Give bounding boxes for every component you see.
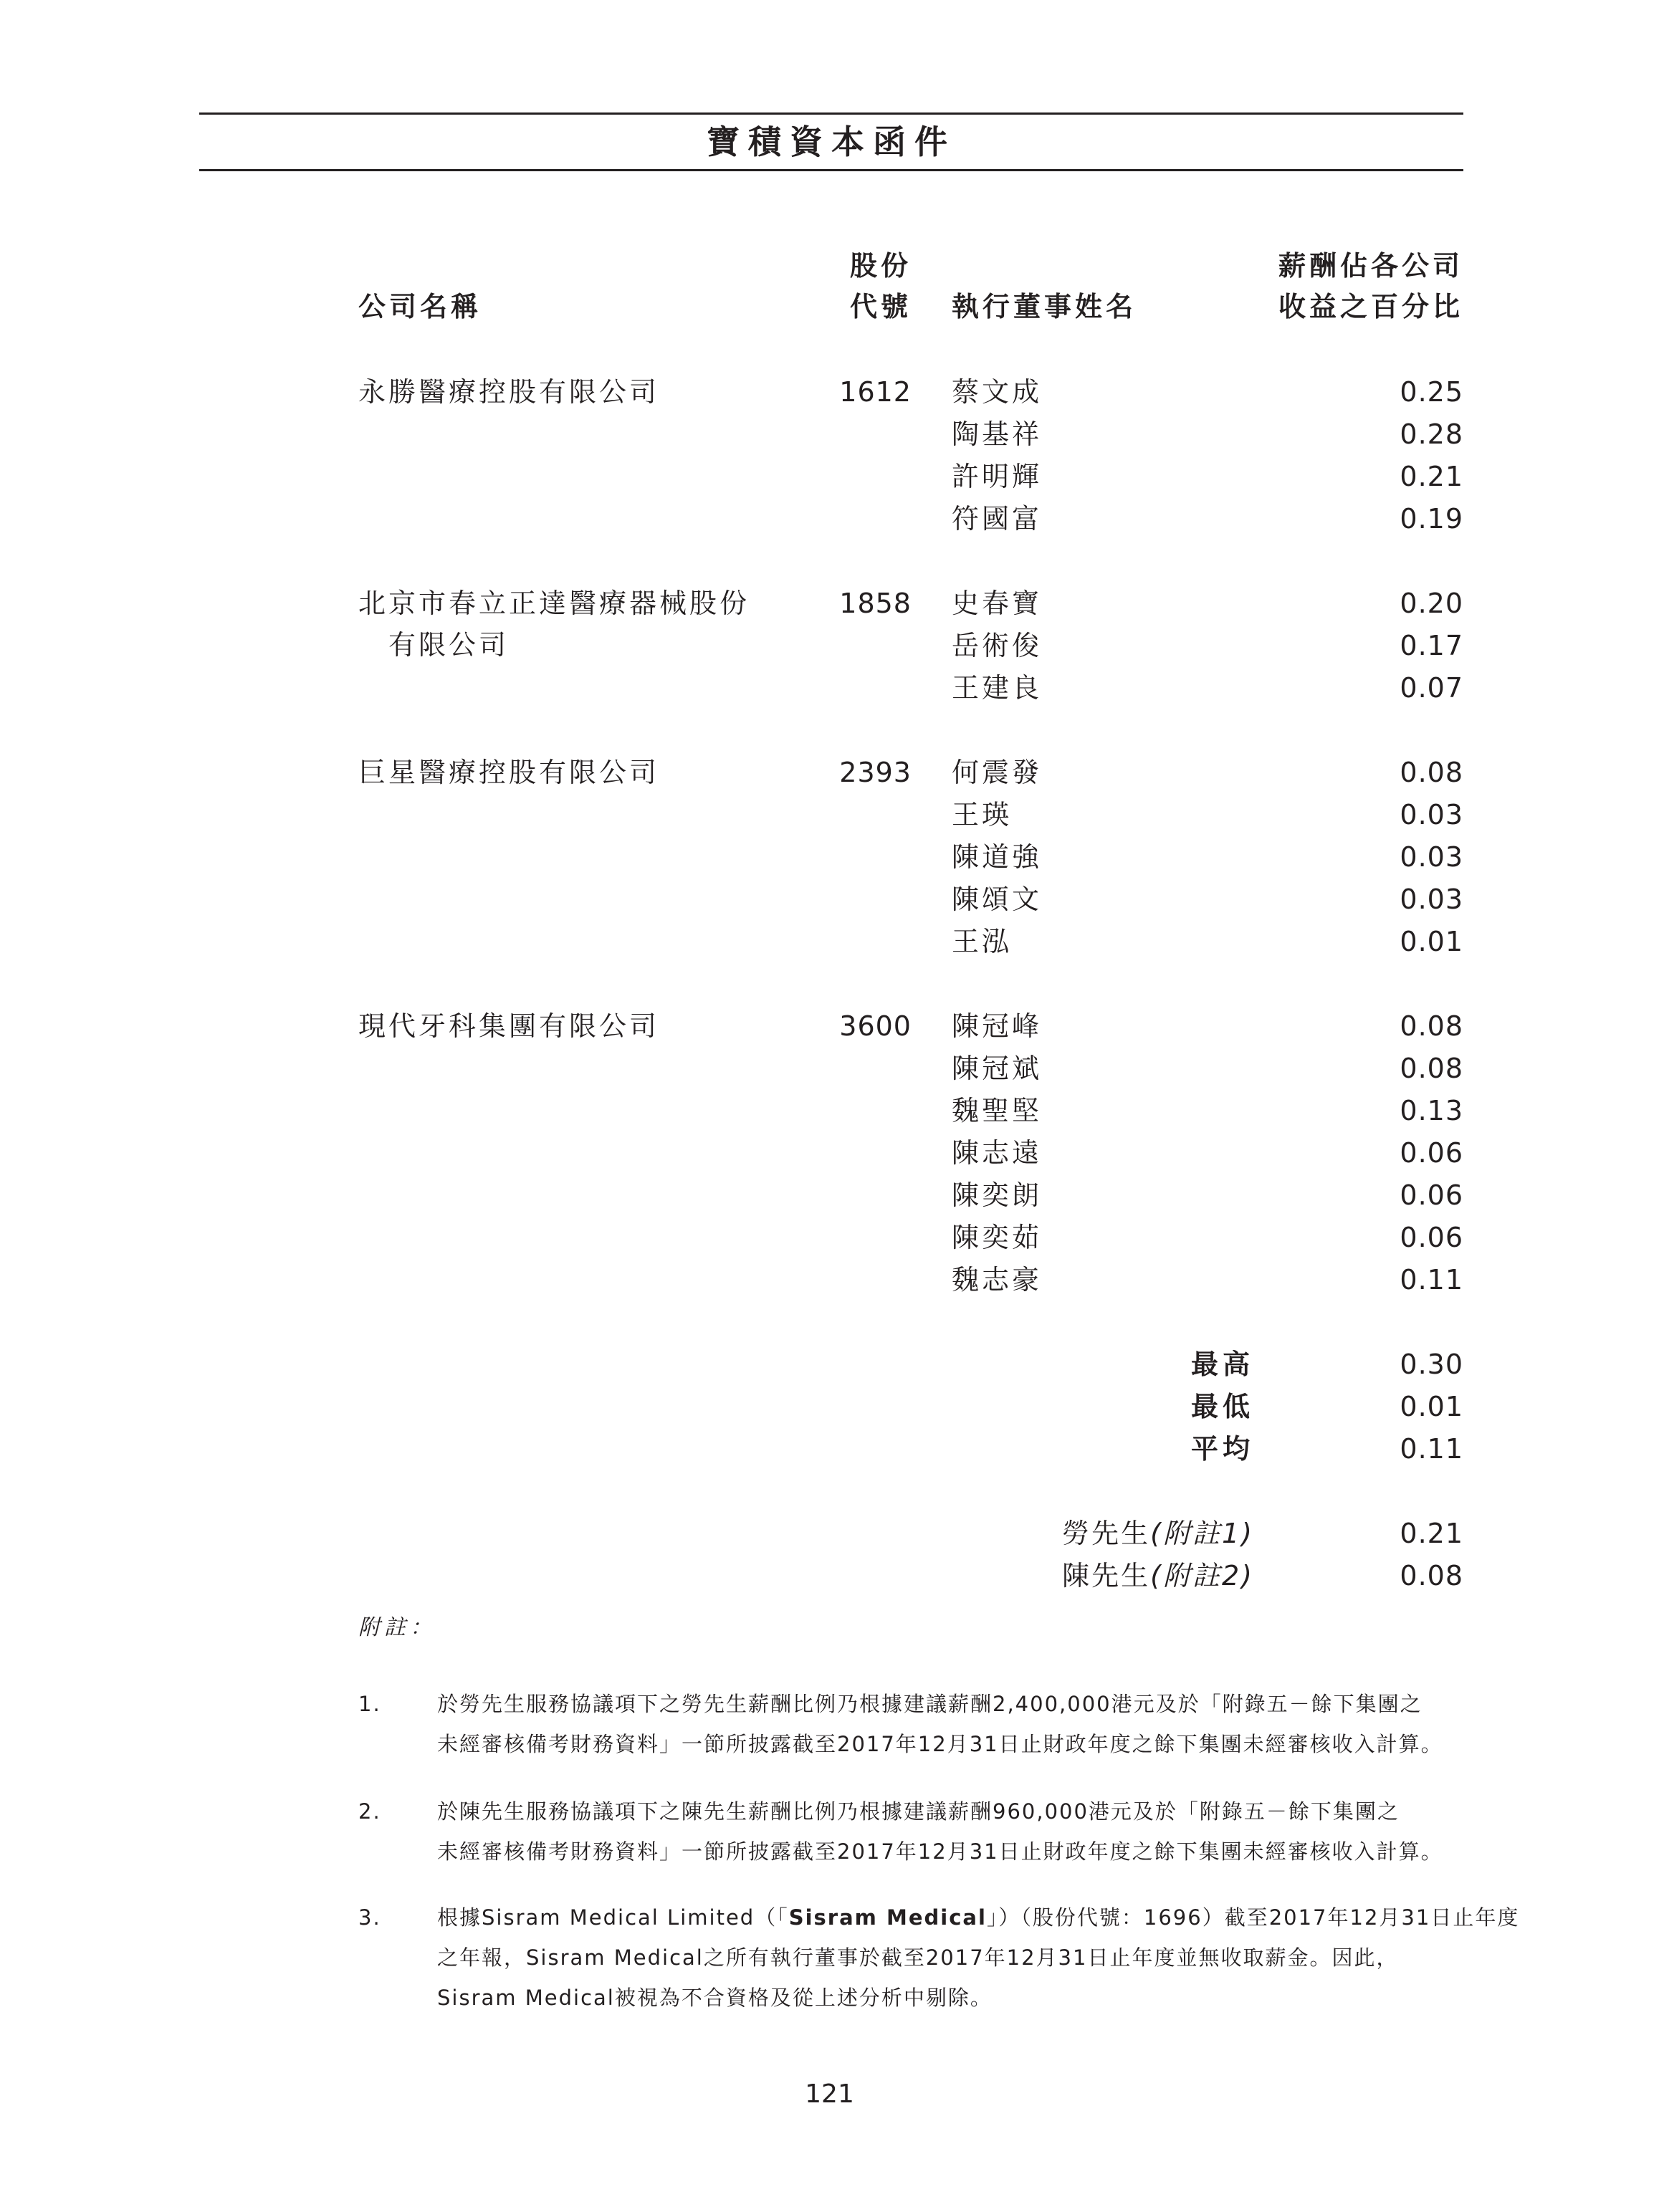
mr-chan-value: 0.08 xyxy=(1400,1560,1463,1591)
percentage-value: 0.01 xyxy=(1400,926,1463,957)
stat-label-max: 最高 xyxy=(1190,1349,1254,1380)
note-number: 2. xyxy=(358,1799,381,1824)
stat-value-max: 0.30 xyxy=(1400,1349,1463,1380)
stat-label-average: 平均 xyxy=(1190,1433,1254,1465)
director-name: 史春寶 xyxy=(952,588,1043,619)
director-name: 符國富 xyxy=(952,503,1043,535)
column-header-company: 公司名稱 xyxy=(358,291,482,322)
mr-chan-note-ref: (附註2) xyxy=(1150,1560,1254,1591)
mr-chan-label xyxy=(932,1555,1254,1596)
percentage-value: 0.06 xyxy=(1400,1179,1463,1211)
director-name: 許明輝 xyxy=(952,461,1043,492)
note-line xyxy=(437,1897,1520,1938)
percentage-value: 0.17 xyxy=(1400,630,1463,661)
mr-chan-name: 陳先生 xyxy=(1062,1560,1151,1591)
percentage-value: 0.06 xyxy=(1400,1137,1463,1169)
stat-label-min: 最低 xyxy=(1190,1391,1254,1422)
percentage-value: 0.08 xyxy=(1400,1010,1463,1042)
director-name: 王建良 xyxy=(952,672,1043,704)
company-name-line2: 有限公司 xyxy=(388,629,510,661)
page-number: 121 xyxy=(805,2079,854,2109)
percentage-value: 0.13 xyxy=(1400,1095,1463,1126)
director-name: 魏聖堅 xyxy=(952,1095,1043,1126)
percentage-value: 0.03 xyxy=(1400,884,1463,915)
company-name: 巨星醫療控股有限公司 xyxy=(358,757,660,788)
percentage-value: 0.08 xyxy=(1400,1053,1463,1084)
column-header-director: 執行董事姓名 xyxy=(952,291,1137,322)
director-name: 岳術俊 xyxy=(952,630,1043,661)
note-line: 於勞先生服務協議項下之勞先生薪酬比例乃根據建議薪酬2,400,000港元及於「附錄五－餘下集團之 xyxy=(437,1692,1423,1716)
company-name xyxy=(358,583,750,666)
percentage-value: 0.06 xyxy=(1400,1222,1463,1253)
note-line-part: 根據Sisram Medical Limited（「 xyxy=(437,1905,789,1930)
column-header-code-line1: 股份 xyxy=(849,250,912,282)
director-name: 陳頌文 xyxy=(952,884,1043,915)
director-name: 蔡文成 xyxy=(952,376,1043,408)
note-text xyxy=(437,1897,1520,2018)
percentage-value: 0.11 xyxy=(1400,1264,1463,1296)
stock-code: 3600 xyxy=(839,1010,912,1042)
director-name: 陳冠斌 xyxy=(952,1053,1043,1084)
header-bottom-rule xyxy=(199,169,1463,171)
note-defined-term: Sisram Medical xyxy=(788,1905,987,1930)
column-header-code-line2: 代號 xyxy=(849,291,912,322)
director-name: 陳冠峰 xyxy=(952,1010,1043,1042)
column-header-percentage-line2: 收益之百分比 xyxy=(1278,291,1463,322)
director-name: 陳道強 xyxy=(952,841,1043,873)
note-line: Sisram Medical被視為不合資格及從上述分析中剔除。 xyxy=(437,1986,993,2010)
stock-code: 1612 xyxy=(839,376,912,408)
company-name: 現代牙科集團有限公司 xyxy=(358,1010,660,1042)
percentage-value: 0.03 xyxy=(1400,841,1463,873)
stock-code: 1858 xyxy=(839,588,912,619)
director-name: 陳奕朗 xyxy=(952,1179,1043,1211)
note-text xyxy=(437,1791,1463,1872)
percentage-value: 0.28 xyxy=(1400,418,1463,450)
percentage-value: 0.07 xyxy=(1400,672,1463,704)
note-line: 未經審核備考財務資料」一節所披露截至2017年12月31日止財政年度之餘下集團未經審核收入計算。 xyxy=(437,1839,1443,1864)
director-name: 陶基祥 xyxy=(952,418,1043,450)
percentage-value: 0.19 xyxy=(1400,503,1463,535)
percentage-value: 0.03 xyxy=(1400,799,1463,830)
note-line: 之年報，Sisram Medical之所有執行董事於截至2017年12月31日止年度並無收取薪金。因此， xyxy=(437,1945,1399,1970)
note-line: 未經審核備考財務資料」一節所披露截至2017年12月31日止財政年度之餘下集團未經審核收入計算。 xyxy=(437,1732,1443,1756)
mr-lo-value: 0.21 xyxy=(1400,1518,1463,1549)
stat-value-average: 0.11 xyxy=(1400,1433,1463,1465)
director-name: 王瑛 xyxy=(952,799,1013,830)
notes-heading: 附註： xyxy=(358,1615,436,1640)
company-name: 永勝醫療控股有限公司 xyxy=(358,376,660,408)
company-name-line1: 北京市春立正達醫療器械股份 xyxy=(358,588,750,619)
percentage-value: 0.20 xyxy=(1400,588,1463,619)
director-name: 陳志遠 xyxy=(952,1137,1043,1169)
stat-value-min: 0.01 xyxy=(1400,1391,1463,1422)
stock-code: 2393 xyxy=(839,757,912,788)
percentage-value: 0.21 xyxy=(1400,461,1463,492)
page-title: 寶積資本函件 xyxy=(707,123,956,161)
percentage-value: 0.25 xyxy=(1400,376,1463,408)
mr-lo-label xyxy=(932,1513,1254,1554)
note-text xyxy=(437,1684,1463,1764)
director-name: 何震發 xyxy=(952,757,1043,788)
director-name: 陳奕茹 xyxy=(952,1222,1043,1253)
header-top-rule xyxy=(199,112,1463,115)
mr-lo-name: 勞先生 xyxy=(1062,1518,1151,1549)
percentage-value: 0.08 xyxy=(1400,757,1463,788)
note-line-part: 」）（股份代號：1696）截至2017年12月31日止年度 xyxy=(986,1905,1520,1930)
director-name: 魏志豪 xyxy=(952,1264,1043,1296)
column-header-percentage-line1: 薪酬佔各公司 xyxy=(1278,250,1463,282)
director-name: 王泓 xyxy=(952,926,1013,957)
note-line: 於陳先生服務協議項下之陳先生薪酬比例乃根據建議薪酬960,000港元及於「附錄五－餘下集團之 xyxy=(437,1799,1400,1824)
note-number: 1. xyxy=(358,1692,381,1716)
note-number: 3. xyxy=(358,1905,381,1930)
mr-lo-note-ref: (附註1) xyxy=(1150,1518,1254,1549)
